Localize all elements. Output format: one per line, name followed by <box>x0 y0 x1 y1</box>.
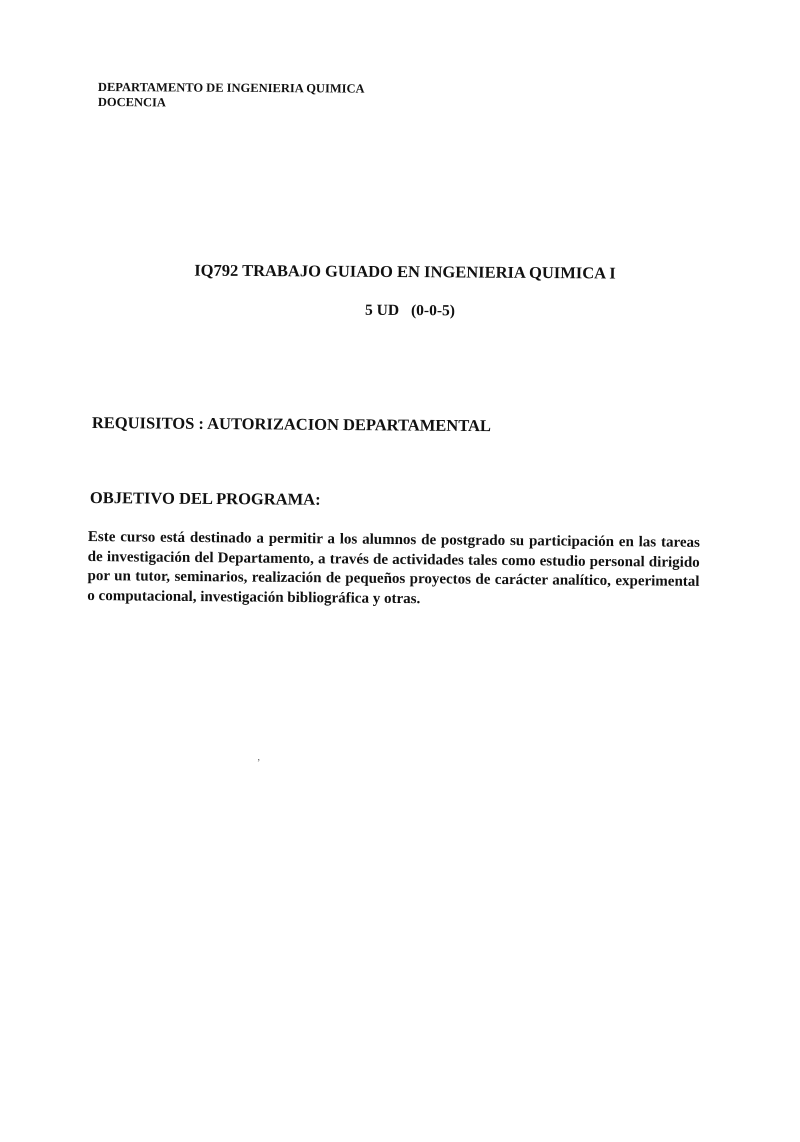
course-title: IQ792 TRABAJO GUIADO EN INGENIERIA QUIMICA I <box>194 260 616 283</box>
course-units <box>0 299 800 323</box>
department-name: DEPARTAMENTO DE INGENIERIA QUIMICA <box>97 80 365 96</box>
objetivo-body: Este curso está destinado a permitir a los alumnos de postgrado su participación en las tareas de investigación del Departamento, a través de actividades tales como estudio personal dirigido por un tutor, seminarios, realización de pequeños proyectos de carácter analítico, experimental o computacional, investigación bibliográfica y otras. <box>87 528 700 607</box>
requisitos-value: AUTORIZACION DEPARTAMENTAL <box>207 413 492 436</box>
objetivo-heading: OBJETIVO DEL PROGRAMA: <box>89 488 321 509</box>
department-section: DOCENCIA <box>97 94 166 110</box>
requisitos-label: REQUISITOS <box>91 413 195 433</box>
department-header <box>98 80 365 112</box>
scan-speck: ’ <box>257 758 261 769</box>
requisitos-separator: : <box>194 413 208 433</box>
requisitos-line <box>92 413 491 436</box>
units-schedule: (0-0-5) <box>410 302 456 320</box>
units-label: 5 UD <box>364 301 400 319</box>
